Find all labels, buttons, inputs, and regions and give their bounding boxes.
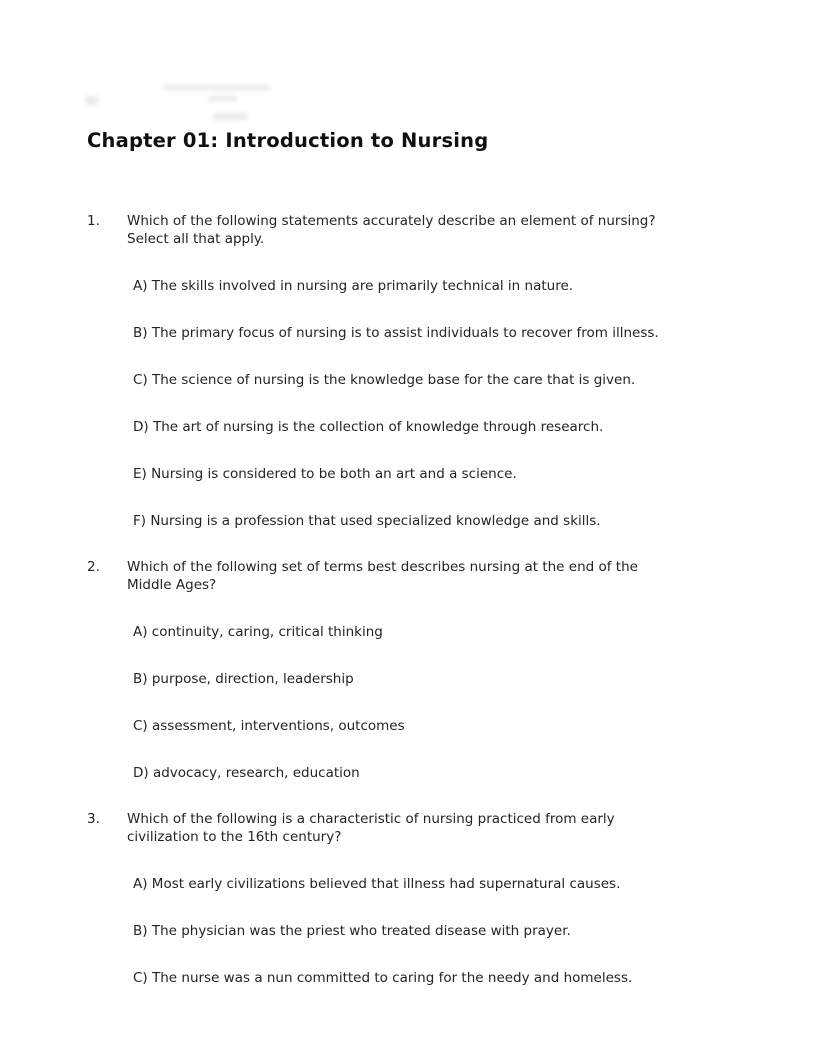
question-header [87, 811, 828, 846]
answer-option: B) purpose, direction, leadership [133, 671, 354, 687]
question-list [87, 213, 828, 987]
question-prompt-line: civilization to the 16th century? [127, 828, 342, 845]
question-prompt-line: Which of the following set of terms best describes nursing at the end of the [127, 559, 638, 575]
watermark-smudge [85, 96, 98, 105]
question-header [87, 213, 828, 248]
question-number: 2. [87, 559, 100, 575]
question-number: 3. [87, 811, 100, 827]
watermark-smudge [163, 85, 270, 90]
question-prompt-line: Which of the following is a characteristic of nursing practiced from early [127, 811, 615, 827]
question-item [87, 213, 828, 530]
question-item [87, 811, 828, 987]
answer-option: C) The nurse was a nun committed to caring for the needy and homeless. [133, 970, 633, 986]
answer-option: E) Nursing is considered to be both an art and a science. [133, 466, 517, 482]
answer-option: A) continuity, caring, critical thinking [133, 624, 383, 640]
question-prompt-line: Select all that apply. [127, 230, 265, 247]
answer-option: B) The primary focus of nursing is to assist individuals to recover from illness. [133, 325, 659, 341]
question-item [87, 559, 828, 782]
answer-option: A) Most early civilizations believed that illness had supernatural causes. [133, 876, 621, 892]
question-prompt-line: Middle Ages? [127, 576, 217, 593]
question-prompt-line: Which of the following statements accurately describe an element of nursing? [127, 213, 656, 229]
question-prompt [127, 811, 615, 846]
answer-option: A) The skills involved in nursing are primarily technical in nature. [133, 278, 574, 294]
answer-option: B) The physician was the priest who treated disease with prayer. [133, 923, 571, 939]
watermark-smudge [213, 113, 248, 120]
answer-option: C) The science of nursing is the knowledge base for the care that is given. [133, 372, 636, 388]
answer-option: D) advocacy, research, education [133, 765, 360, 781]
question-header [87, 559, 828, 594]
watermark-smudge [208, 96, 238, 101]
answer-option: F) Nursing is a profession that used specialized knowledge and skills. [133, 513, 601, 529]
question-prompt [127, 559, 638, 594]
question-prompt [127, 213, 656, 248]
answer-option: D) The art of nursing is the collection of knowledge through research. [133, 419, 604, 435]
chapter-title: Chapter 01: Introduction to Nursing [87, 129, 489, 152]
answer-option: C) assessment, interventions, outcomes [133, 718, 405, 734]
question-number: 1. [87, 213, 100, 229]
